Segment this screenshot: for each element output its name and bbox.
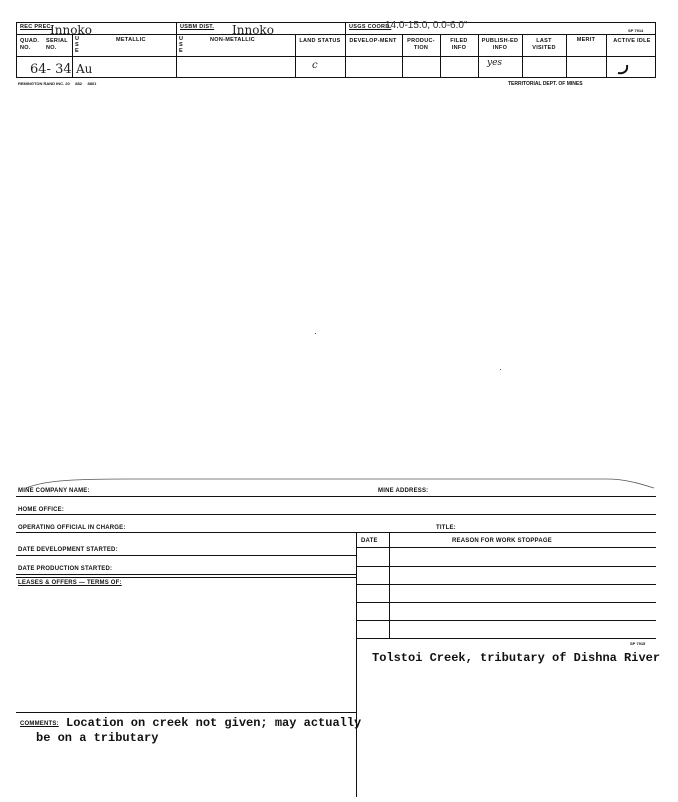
- published-info-header: PUBLISH-ED INFO: [481, 38, 519, 51]
- usbm-dist-value: Innoko: [232, 23, 274, 37]
- home-office-label: HOME OFFICE:: [18, 507, 65, 513]
- comments-line-1: Location on creek not given; may actually: [66, 716, 362, 730]
- land-status-value: c: [312, 60, 318, 71]
- usgs-coord-value: 14.0-15.0, 0.0-6.0": [385, 20, 468, 31]
- top-form-number: SP 7914: [628, 28, 644, 33]
- idle-check-mark: [616, 64, 630, 76]
- comments-label: COMMENTS:: [20, 721, 59, 727]
- usbm-dist-label: USBM DIST.: [180, 24, 215, 30]
- mine-company-name-label: MINE COMPANY NAME:: [18, 488, 90, 494]
- nonmetallic-header: NON-METALLIC: [210, 37, 256, 43]
- quad-serial-value: 64- 34: [30, 62, 72, 77]
- top-footer-right: TERRITORIAL DEPT. OF MINES: [508, 81, 583, 87]
- date-production-started-label: DATE PRODUCTION STARTED:: [18, 566, 113, 572]
- rec-prec-label: REC PREC.: [20, 24, 53, 30]
- quad-no-header: QUAD. NO.: [20, 38, 40, 51]
- production-header: PRODUC-TION: [407, 38, 435, 51]
- comments-line-2: be on a tributary: [36, 731, 159, 745]
- mine-address-label: MINE ADDRESS:: [378, 488, 429, 494]
- use-metallic-marker: U S E: [75, 36, 80, 54]
- reason-work-stoppage-header: REASON FOR WORK STOPPAGE: [452, 538, 552, 544]
- metallic-header: METALLIC: [116, 37, 146, 43]
- rec-prec-value: Innoko: [50, 23, 92, 37]
- land-status-header: LAND STATUS: [299, 38, 341, 44]
- filed-info-header: FILED INFO: [450, 38, 468, 51]
- usgs-coord-label: USGS COORD.: [349, 24, 392, 30]
- date-development-started-label: DATE DEVELOPMENT STARTED:: [18, 547, 118, 553]
- operating-official-label: OPERATING OFFICIAL IN CHARGE:: [18, 525, 126, 531]
- use-nonmetallic-marker: U S E: [179, 36, 184, 54]
- active-idle-header: ACTIVE IDLE: [613, 38, 651, 44]
- merit-header: MERIT: [576, 37, 596, 43]
- scan-speck: [315, 333, 316, 334]
- location-note: Tolstoi Creek, tributary of Dishna River: [372, 651, 661, 665]
- card-top-edge: [16, 474, 656, 492]
- published-info-value: yes: [487, 58, 503, 68]
- top-footer-left: REMINGTON RAND INC. 20 882 8801: [18, 81, 97, 86]
- scan-speck: [500, 369, 501, 370]
- leases-offers-label: LEASES & OFFERS — TERMS OF:: [18, 580, 122, 586]
- serial-no-header: SERIAL NO.: [46, 38, 68, 51]
- bottom-form-number: SP 7915: [630, 641, 646, 646]
- title-label: TITLE:: [436, 525, 456, 531]
- last-visited-header: LAST VISITED: [532, 38, 556, 51]
- development-header: DEVELOP-MENT: [349, 38, 397, 44]
- metallic-value: Au: [76, 62, 93, 76]
- date-header: DATE: [361, 538, 378, 544]
